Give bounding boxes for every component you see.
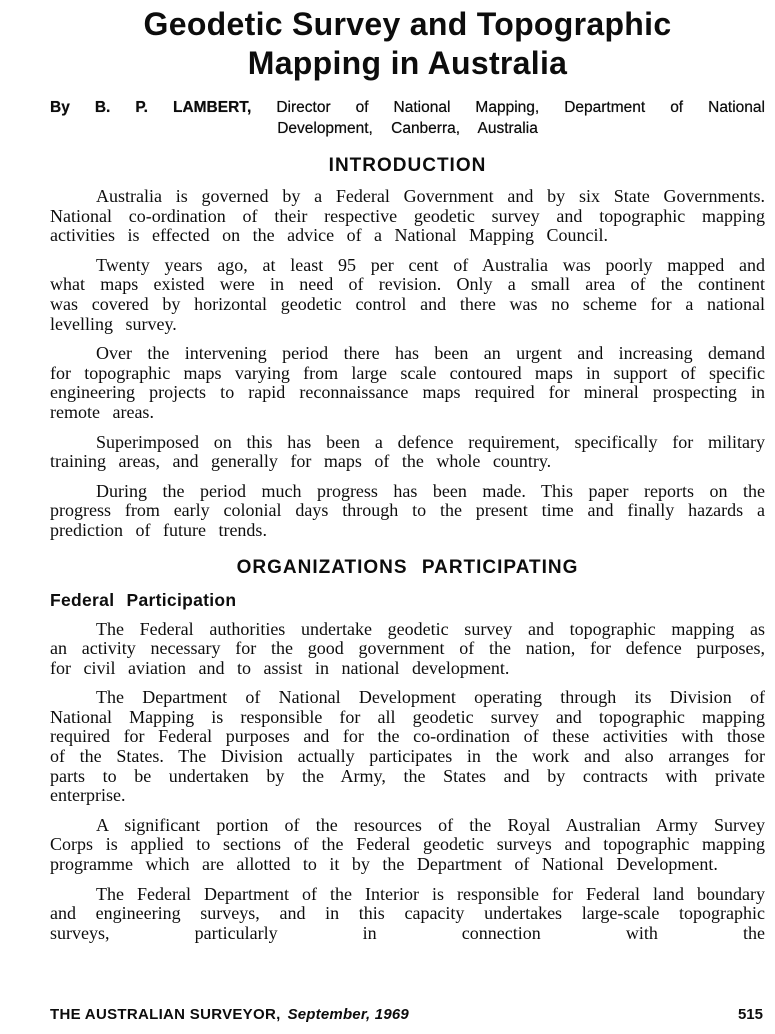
paragraph: During the period much progress has been made. This paper reports on the progress from early colonial days through to the present time and finally hazards a prediction of future trends. bbox=[50, 480, 765, 540]
paragraph: Australia is governed by a Federal Government and by six State Governments. National co-ordination of their respective geodetic survey and topographic mapping activities is effected on the advice of a National Mapping Council. bbox=[50, 186, 765, 246]
paragraph: The Department of National Development operating through its Division of National Mapping is responsible for all geodetic survey and topographic mapping required for Federal purposes and for the co-ordination of these activities with those of the States. The Division actually participates in the work and also arranges for parts to be undertaken by the Army, the States and by contracts with private enterprise. bbox=[50, 687, 765, 806]
footer-citation bbox=[50, 1006, 409, 1024]
paragraph: Superimposed on this has been a defence requirement, specifically for military training areas, and generally for maps of the whole country. bbox=[50, 431, 765, 472]
section-heading: ORGANIZATIONS PARTICIPATING bbox=[236, 556, 579, 578]
byline-author: By B. P. LAMBERT, bbox=[50, 99, 252, 116]
section-heading: INTRODUCTION bbox=[328, 155, 487, 176]
footer-issue-date: September, 1969 bbox=[287, 1006, 409, 1023]
paragraph: Twenty years ago, at least 95 per cent of Australia was poorly mapped and what maps existed were in need of revision. Only a small area of the continent was covered by horizontal geodetic control and there was no scheme for a national levelling survey. bbox=[50, 254, 765, 334]
footer-journal-name: THE AUSTRALIAN SURVEYOR, bbox=[50, 1006, 281, 1023]
paragraph: Over the intervening period there has been an urgent and increasing demand for topographic maps varying from large scale contoured maps in support of specific engineering projects to rapid reconnaissance maps required for mineral prospecting in remote areas. bbox=[50, 343, 765, 422]
article-title: Geodetic Survey and Topographic Mapping in Australia bbox=[143, 6, 672, 81]
byline-role: Director of National Mapping, Department of National Development, Canberra, Australia bbox=[276, 99, 765, 137]
page-footer bbox=[50, 998, 765, 1024]
page-number: 515 bbox=[737, 1006, 763, 1023]
section-subheading: Federal Participation bbox=[50, 589, 237, 610]
article-body bbox=[50, 139, 765, 943]
paragraph: The Federal Department of the Interior is responsible for Federal land boundary and engineering surveys, and in this capacity undertakes large-scale topographic surveys, particularly in connection with the bbox=[50, 883, 765, 943]
byline bbox=[50, 97, 765, 139]
paragraph: A significant portion of the resources of the Royal Australian Army Survey Corps is applied to sections of the Federal geodetic surveys and topographic mapping programme which are allotted to it by the Department of National Development. bbox=[50, 814, 765, 875]
paragraph: The Federal authorities undertake geodetic survey and topographic mapping as an activity necessary for the good government of the nation, for defence purposes, for civil aviation and to assist in national development. bbox=[50, 618, 765, 678]
